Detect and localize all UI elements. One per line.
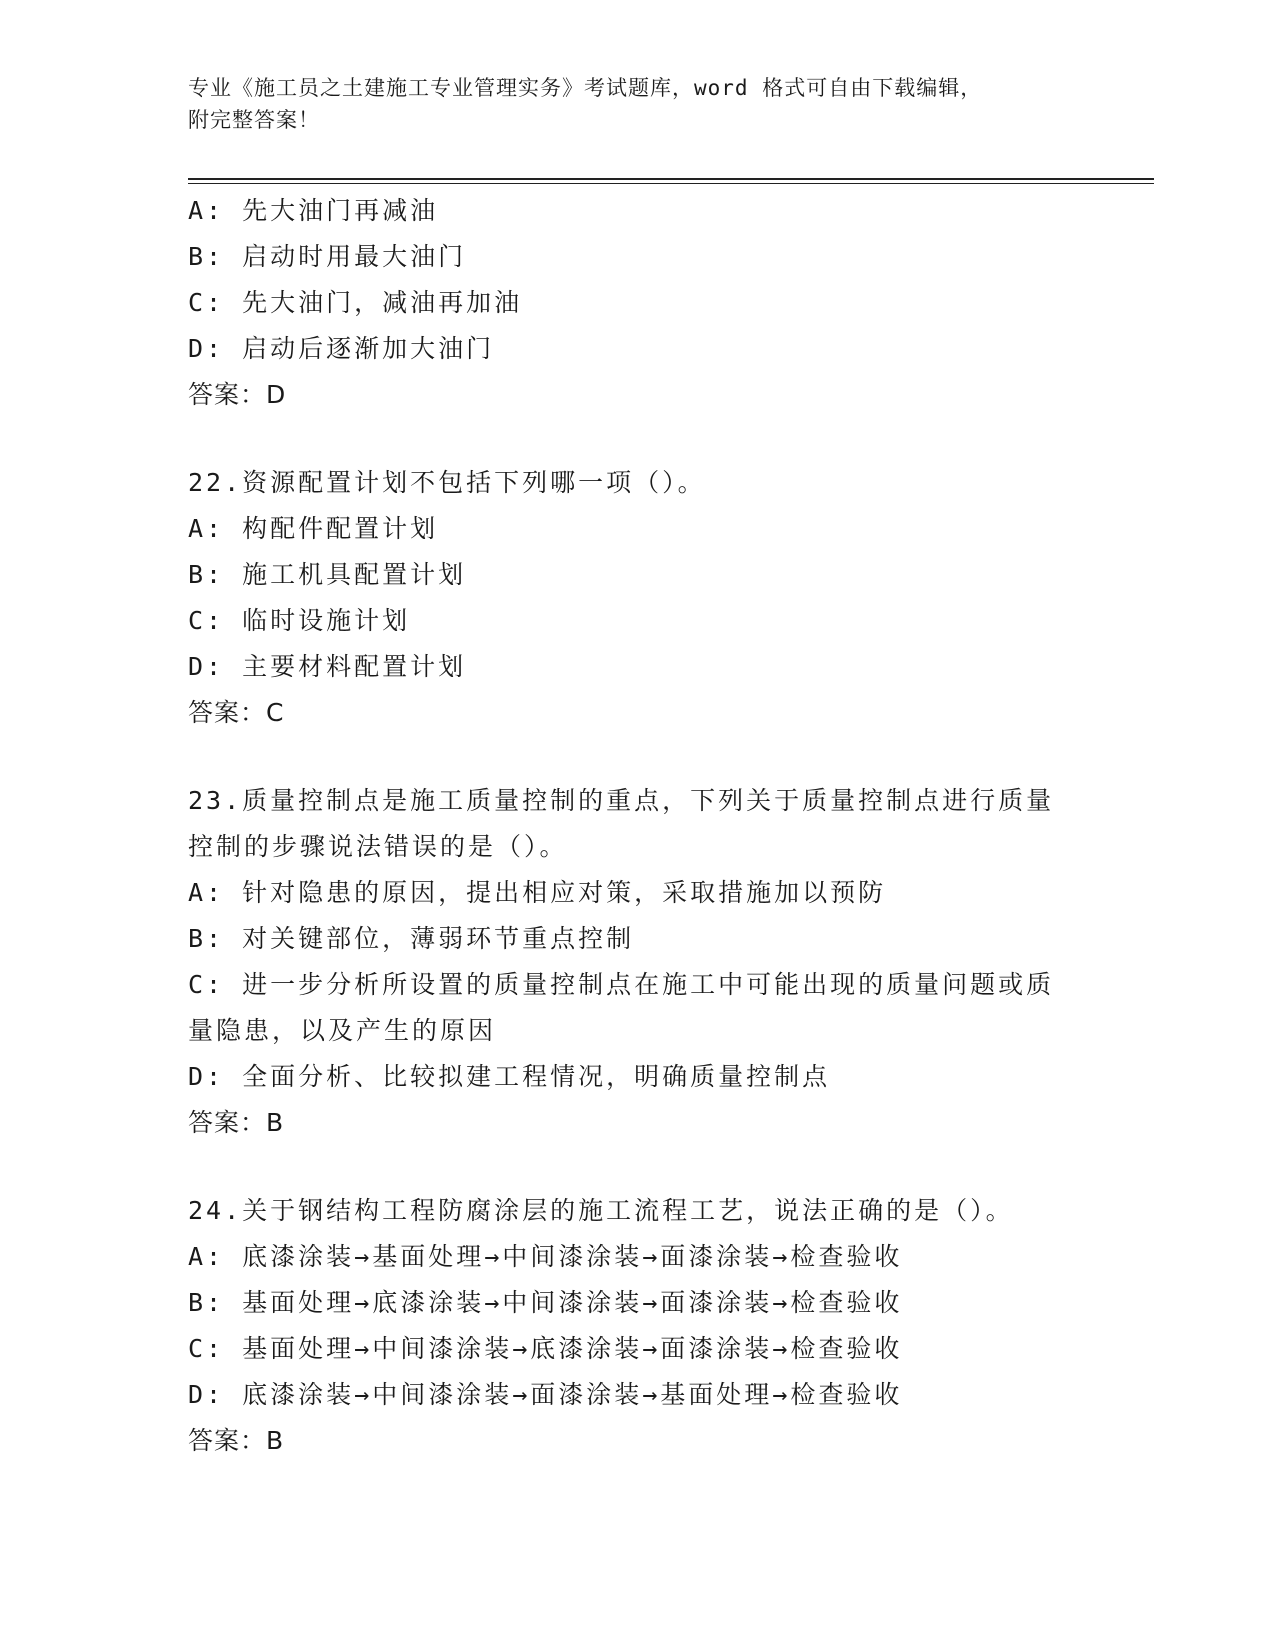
q23-question-line-1: 23.质量控制点是施工质量控制的重点，下列关于质量控制点进行质量 [188, 786, 1055, 815]
header-line-2: 附完整答案！ [188, 108, 320, 132]
q24-option-a: A: 底漆涂装→基面处理→中间漆涂装→面漆涂装→检查验收 [188, 1242, 903, 1271]
header-divider-thick [188, 178, 1154, 180]
q24-answer: 答案：B [188, 1426, 285, 1455]
question-23-block [188, 778, 1088, 1146]
q23-question-line-2: 控制的步骤说法错误的是（）。 [188, 832, 568, 861]
q22-option-a: A: 构配件配置计划 [188, 514, 439, 543]
spacer [188, 418, 1088, 460]
q21-option-c: C: 先大油门，减油再加油 [188, 288, 523, 317]
q22-option-b: B: 施工机具配置计划 [188, 560, 467, 589]
question-21-block [188, 188, 1088, 418]
q23-option-c-continued: 量隐患，以及产生的原因 [188, 1016, 497, 1045]
q23-option-a: A: 针对隐患的原因，提出相应对策，采取措施加以预防 [188, 878, 887, 907]
q24-question: 24.关于钢结构工程防腐涂层的施工流程工艺，说法正确的是（）。 [188, 1196, 1014, 1225]
header-line-1: 专业《施工员之土建施工专业管理实务》考试题库，word 格式可自由下载编辑， [188, 76, 983, 100]
q23-answer: 答案：B [188, 1108, 285, 1137]
q23-option-d: D: 全面分析、比较拟建工程情况，明确质量控制点 [188, 1062, 831, 1091]
q21-option-d: D: 启动后逐渐加大油门 [188, 334, 495, 363]
q23-option-c: C: 进一步分析所设置的质量控制点在施工中可能出现的质量问题或质 [188, 970, 1055, 999]
q24-option-b: B: 基面处理→底漆涂装→中间漆涂装→面漆涂装→检查验收 [188, 1288, 903, 1317]
q24-option-d: D: 底漆涂装→中间漆涂装→面漆涂装→基面处理→检查验收 [188, 1380, 903, 1409]
q24-option-c: C: 基面处理→中间漆涂装→底漆涂装→面漆涂装→检查验收 [188, 1334, 903, 1363]
q22-question: 22.资源配置计划不包括下列哪一项（）。 [188, 468, 706, 497]
q21-option-b: B: 启动时用最大油门 [188, 242, 467, 271]
q21-answer: 答案：D [188, 380, 287, 409]
spacer [188, 1146, 1088, 1188]
question-24-block [188, 1188, 1088, 1464]
spacer [188, 736, 1088, 778]
q22-option-d: D: 主要材料配置计划 [188, 652, 467, 681]
q23-option-b: B: 对关键部位，薄弱环节重点控制 [188, 924, 635, 953]
q22-option-c: C: 临时设施计划 [188, 606, 411, 635]
document-header [188, 72, 1068, 136]
q21-option-a: A: 先大油门再减油 [188, 196, 439, 225]
question-list [188, 188, 1088, 1464]
header-divider-thin [188, 183, 1154, 184]
question-22-block [188, 460, 1088, 736]
q22-answer: 答案：C [188, 698, 285, 727]
